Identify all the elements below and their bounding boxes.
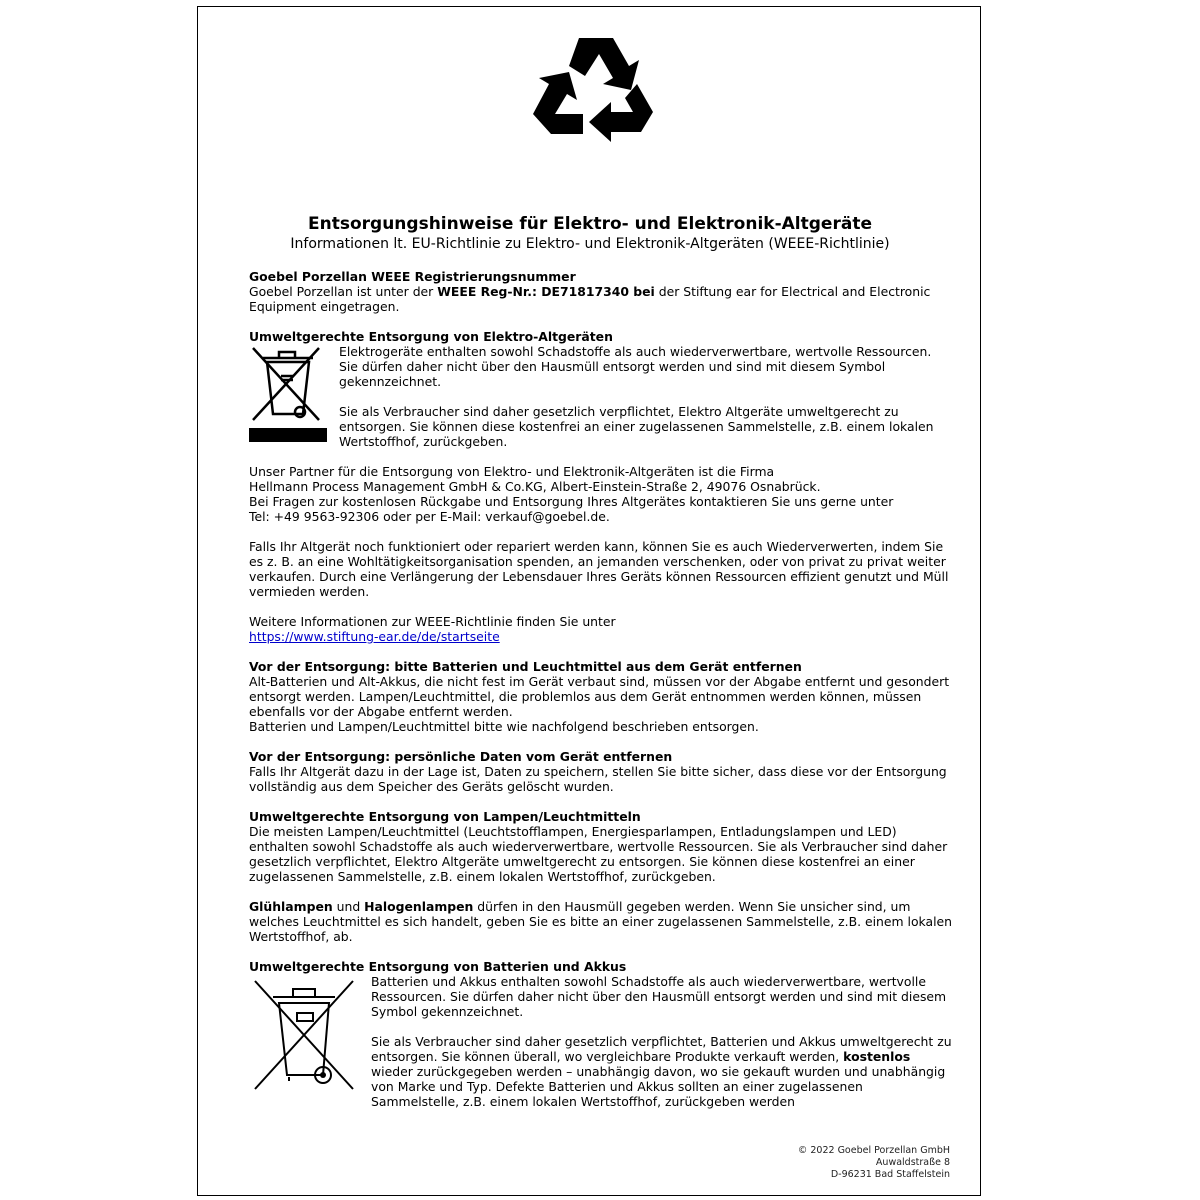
section-battery xyxy=(249,959,953,1109)
section-heading: Vor der Entsorgung: persönliche Daten vom Gerät entfernen xyxy=(249,749,673,764)
text-span: wieder zurückgegeben werden – unabhängig davon, wo sie gekauft wurden und unabhängig von Marke und Typ. Defekte Batterien und Akkus sollten an einer zugelassenen Sammelstelle, z.B. einem lokalen Wertstoffhof, zurückgeben werden xyxy=(371,1064,946,1109)
document-page xyxy=(197,6,981,1196)
document-body xyxy=(249,269,953,1124)
bold-term: Glühlampen xyxy=(249,899,333,914)
footer-line: Auwaldstraße 8 xyxy=(875,1157,950,1168)
section-text: Falls Ihr Altgerät noch funktioniert oder repariert werden kann, können Sie es auch Wiederverwerten, indem Sie es z. B. an eine Wohltätigkeitsorganisation spenden, an jemanden verschenken, oder von privat zu privat weiter verkaufen. Durch eine Verlängerung der Lebensdauer Ihres Geräts können Ressourcen effizient genutzt und Müll vermieden werden. xyxy=(249,539,949,599)
section-bulbs xyxy=(249,899,953,944)
partner-line: Tel: +49 9563-92306 oder per E-Mail: verkauf@goebel.de. xyxy=(249,509,610,524)
section-text: Die meisten Lampen/Leuchtmittel (Leuchtstofflampen, Energiesparlampen, Entladungslampen und LED) enthalten sowohl Schadstoffe als auch wiederverwertbare, wertvolle Ressourcen. Sie als Verbraucher sind daher gesetzlich verpflichtet, Elektro Altgeräte umweltgerecht zu entsorgen. Sie können diese kostenfrei an einer zugelassenen Sammelstelle, z.B. einem lokalen Wertstoffhof, zurückgeben. xyxy=(249,824,948,884)
section-with-icon xyxy=(249,344,953,449)
footer-address xyxy=(798,1145,950,1181)
text-span: Sie als Verbraucher sind daher gesetzlich verpflichtet, Batterien und Akkus umweltgerecht zu entsorgen. Sie können überall, wo vergleichbare Produkte verkauft werden, xyxy=(371,1034,952,1064)
section-text: Batterien und Lampen/Leuchtmittel bitte wie nachfolgend beschrieben entsorgen. xyxy=(249,719,759,734)
text-span: dürfen in den Hausmüll gegeben werden. Wenn Sie unsicher sind, um welches Leuchtmittel es sich handelt, geben Sie es bitte an einer zugelassenen Sammelstelle, z.B. einem lokalen Wertstoffhof, ab. xyxy=(249,899,953,944)
crossed-out-wheelie-bin-icon xyxy=(249,977,359,1101)
crossed-out-wheelie-bin-icon xyxy=(249,344,327,442)
bold-term: Halogenlampen xyxy=(364,899,474,914)
section-reuse xyxy=(249,539,953,599)
recycling-icon xyxy=(529,28,669,164)
section-electro xyxy=(249,329,953,449)
section-remove-batteries xyxy=(249,659,953,734)
section-heading: Umweltgerechte Entsorgung von Elektro-Altgeräten xyxy=(249,329,613,344)
section-heading: Umweltgerechte Entsorgung von Batterien und Akkus xyxy=(249,959,627,974)
stiftung-ear-link[interactable]: https://www.stiftung-ear.de/de/startseite xyxy=(249,629,500,644)
section-heading: Goebel Porzellan WEEE Registrierungsnummer xyxy=(249,269,576,284)
reg-number: WEEE Reg-Nr.: DE71817340 bei xyxy=(437,284,655,299)
section-registration xyxy=(249,269,953,314)
document-subtitle: Informationen lt. EU-Richtlinie zu Elektro- und Elektronik-Altgeräten (WEEE-Richtlinie) xyxy=(290,236,890,252)
text-span: und xyxy=(332,899,365,914)
partner-line: Unser Partner für die Entsorgung von Elektro- und Elektronik-Altgeräten ist die Firma xyxy=(249,464,775,479)
section-heading: Vor der Entsorgung: bitte Batterien und Leuchtmittel aus dem Gerät entfernen xyxy=(249,659,802,674)
section-lamps xyxy=(249,809,953,884)
partner-line: Hellmann Process Management GmbH & Co.KG, Albert-Einstein-Straße 2, 49076 Osnabrück. xyxy=(249,479,821,494)
section-text-column xyxy=(339,344,953,449)
section-personal-data xyxy=(249,749,953,794)
section-text xyxy=(249,899,953,944)
bold-term: kostenlos xyxy=(843,1049,911,1064)
section-text xyxy=(371,1034,953,1109)
section-text: Batterien und Akkus enthalten sowohl Schadstoffe als auch wiederverwertbare, wertvolle Ressourcen. Sie dürfen daher nicht über den Hausmüll entsorgt werden und sind mit diesem Symbol gekennzeichnet. xyxy=(371,974,947,1019)
section-text: Alt-Batterien und Alt-Akkus, die nicht fest im Gerät verbaut sind, müssen vor der Abgabe entfernt und gesondert entsorgt werden. Lampen/Leuchtmittel, die problemlos aus dem Gerät entnommen werden können, müssen ebenfalls vor der Abgabe entfernt werden. xyxy=(249,674,950,719)
section-text: Elektrogeräte enthalten sowohl Schadstoffe als auch wiederverwertbare, wertvolle Ressourcen. Sie dürfen daher nicht über den Hausmüll entsorgt werden und sind mit diesem Symbol gekennzeichnet. xyxy=(339,344,932,389)
section-text: Weitere Informationen zur WEEE-Richtlinie finden Sie unter xyxy=(249,614,616,629)
document-title: Entsorgungshinweise für Elektro- und Elektronik-Altgeräte xyxy=(308,214,872,234)
section-partner xyxy=(249,464,953,524)
text-span: der Stiftung ear for Electrical and Electronic Equipment eingetragen. xyxy=(249,284,931,314)
section-heading: Umweltgerechte Entsorgung von Lampen/Leuchtmitteln xyxy=(249,809,641,824)
text-span: Goebel Porzellan ist unter der xyxy=(249,284,438,299)
section-text: Sie als Verbraucher sind daher gesetzlich verpflichtet, Elektro Altgeräte umweltgerecht zu entsorgen. Sie können diese kostenfrei an einer zugelassenen Sammelstelle, z.B. einem lokalen Wertstoffhof, zurückgeben. xyxy=(339,404,934,449)
footer-line: D-96231 Bad Staffelstein xyxy=(830,1169,950,1180)
footer-line: © 2022 Goebel Porzellan GmbH xyxy=(797,1145,950,1156)
section-with-icon xyxy=(249,974,953,1109)
section-text xyxy=(249,284,953,314)
partner-line: Bei Fragen zur kostenlosen Rückgabe und Entsorgung Ihres Altgerätes kontaktieren Sie uns gerne unter xyxy=(249,494,894,509)
section-text-column xyxy=(371,974,953,1109)
section-info xyxy=(249,614,953,644)
section-text: Falls Ihr Altgerät dazu in der Lage ist, Daten zu speichern, stellen Sie bitte sicher, dass diese vor der Entsorgung vollständig aus dem Speicher des Geräts gelöscht wurden. xyxy=(249,764,947,794)
